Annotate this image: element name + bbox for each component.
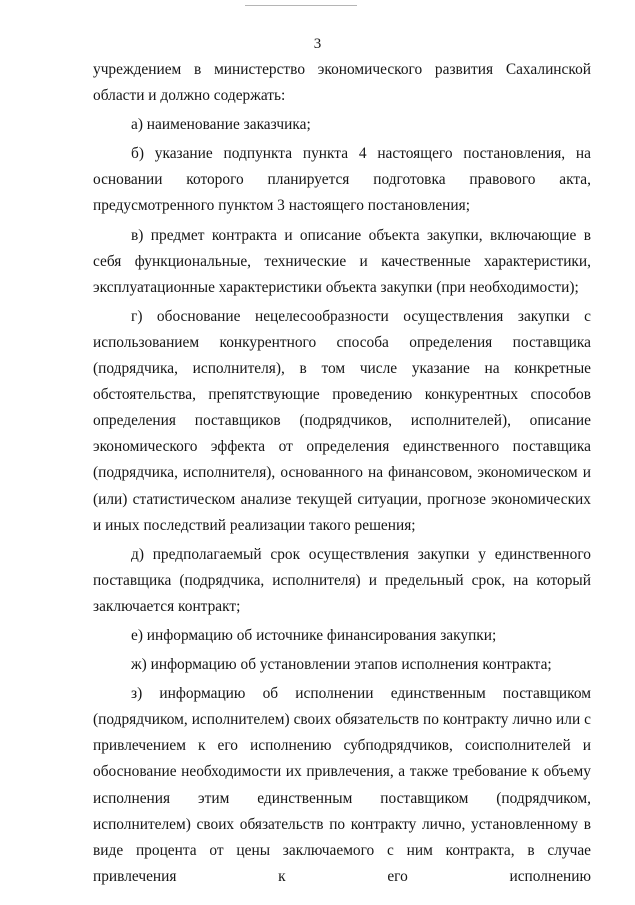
- paragraph-item-a: а) наименование заказчика;: [131, 116, 311, 134]
- paragraph-item-z: з) информацию об исполнении единственным поставщиком (подрядчиком, исполнителем) своих обязательств по контракту лично или с привлечением к его исполнению субподрядчиков, соисполнителей и обоснование необходимости их привлечения, а также требование к объему исполнения этим единственным поставщиком (подрядчиком, исполнителем) своих обязательств по контракту лично, установленному в виде процента от цены заключаемого с ним контракта, в случае привлечения к его исполнению: [93, 685, 591, 885]
- paragraph-item-zh: ж) информацию об установлении этапов исполнения контракта;: [131, 656, 552, 674]
- page-number: 3: [313, 36, 322, 52]
- scan-edge-line: [245, 5, 357, 6]
- document-body: [93, 57, 591, 890]
- paragraph-continuation: учреждением в министерство экономического развития Сахалинской области и должно содержать:: [93, 61, 591, 105]
- paragraph-item-e: е) информацию об источнике финансирования закупки;: [131, 626, 497, 644]
- paragraph-item-b: б) указание подпункта пункта 4 настоящего постановления, на основании которого планируется подготовка правового акта, предусмотренного пунктом 3 настоящего постановления;: [93, 145, 591, 215]
- paragraph-item-d: д) предполагаемый срок осуществления закупки у единственного поставщика (подрядчика, исполнителя) и предельный срок, на который заключается контракт;: [93, 545, 591, 615]
- paragraph-item-g: г) обоснование нецелесообразности осуществления закупки с использованием конкурентного способа определения поставщика (подрядчика, исполнителя), в том числе указание на конкретные обстоятельства, препятствующие проведению конкурентных способов определения поставщиков (подрядчиков, исполнителей), описание экономического эффекта от определения единственного поставщика (подрядчика, исполнителя), основанного на финансовом, экономическом и (или) статистическом анализе текущей ситуации, прогнозе экономических и иных последствий реализации такого решения;: [93, 307, 591, 534]
- paragraph-item-v: в) предмет контракта и описание объекта закупки, включающие в себя функциональные, технические и качественные характеристики, эксплуатационные характеристики объекта закупки (при необходимости);: [93, 226, 591, 296]
